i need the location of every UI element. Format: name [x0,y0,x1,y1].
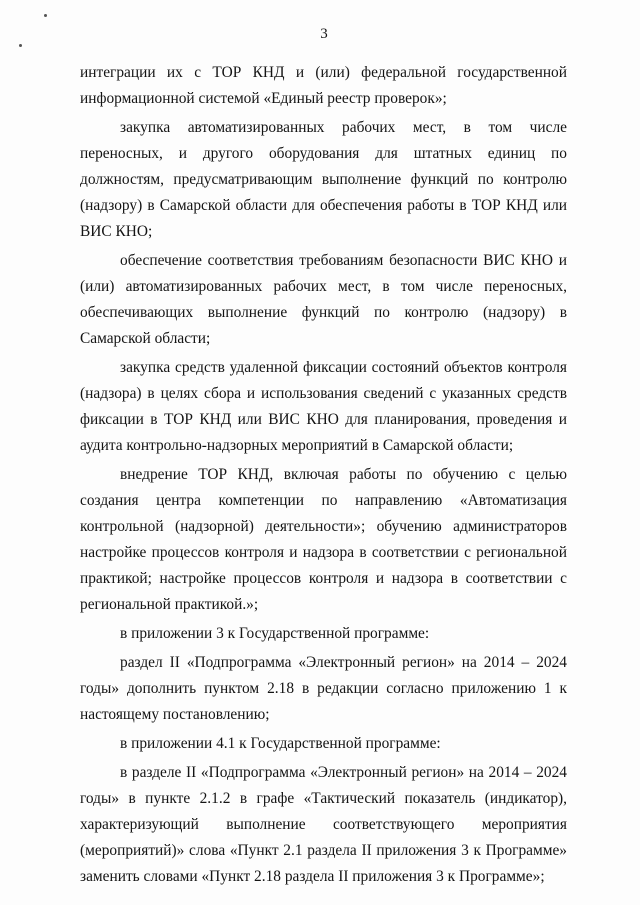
paragraph: в разделе II «Подпрограмма «Электронный регион» на 2014 – 2024 годы» в пункте 2.1.2 в графе «Тактический показатель (индикатор), характеризующий выполнение соответствующего мероприятия (мероприятий)» слова «Пункт 2.1 раздела II приложения 3 к Программе» заменить словами «Пункт 2.18 раздела II приложения 3 к Программе»; [80,764,567,885]
paragraph: в приложении 4.1 к Государственной программе: [120,735,441,752]
paragraph: раздел II «Подпрограмма «Электронный регион» на 2014 – 2024 годы» дополнить пунктом 2.18 в редакции согласно приложению 1 к настоящему постановлению; [80,654,567,723]
scan-mark [44,14,47,17]
document-body [80,60,567,893]
paragraph: закупка автоматизированных рабочих мест, в том числе переносных, и другого оборудования для штатных единиц по должностям, предусматривающим выполнение функций по контролю (надзору) в Самарской области для обеспечения работы в ТОР КНД или ВИС КНО; [80,119,567,240]
paragraph: закупка средств удаленной фиксации состояний объектов контроля (надзора) в целях сбора и использования сведений с указанных средств фиксации в ТОР КНД или ВИС КНО для планирования, проведения и аудита контрольно-надзорных мероприятий в Самарской области; [80,359,567,454]
paragraph: в приложении 3 к Государственной программе: [120,625,430,642]
page-number: 3 [320,26,328,42]
paragraph: внедрение ТОР КНД, включая работы по обучению с целью создания центра компетенции по направлению «Автоматизация контрольной (надзорной) деятельности»; обучению администраторов настройке процессов контроля и надзора в соответствии с региональной практикой; настройке процессов контроля и надзора в соответствии с региональной практикой.»; [80,466,567,613]
paragraph: интеграции их с ТОР КНД и (или) федеральной государственной информационной системой «Единый реестр проверок»; [80,64,567,107]
scan-mark [19,44,22,47]
paragraph: обеспечение соответствия требованиям безопасности ВИС КНО и (или) автоматизированных рабочих мест, в том числе переносных, обеспечивающих выполнение функций по контролю (надзору) в Самарской области; [80,252,567,347]
